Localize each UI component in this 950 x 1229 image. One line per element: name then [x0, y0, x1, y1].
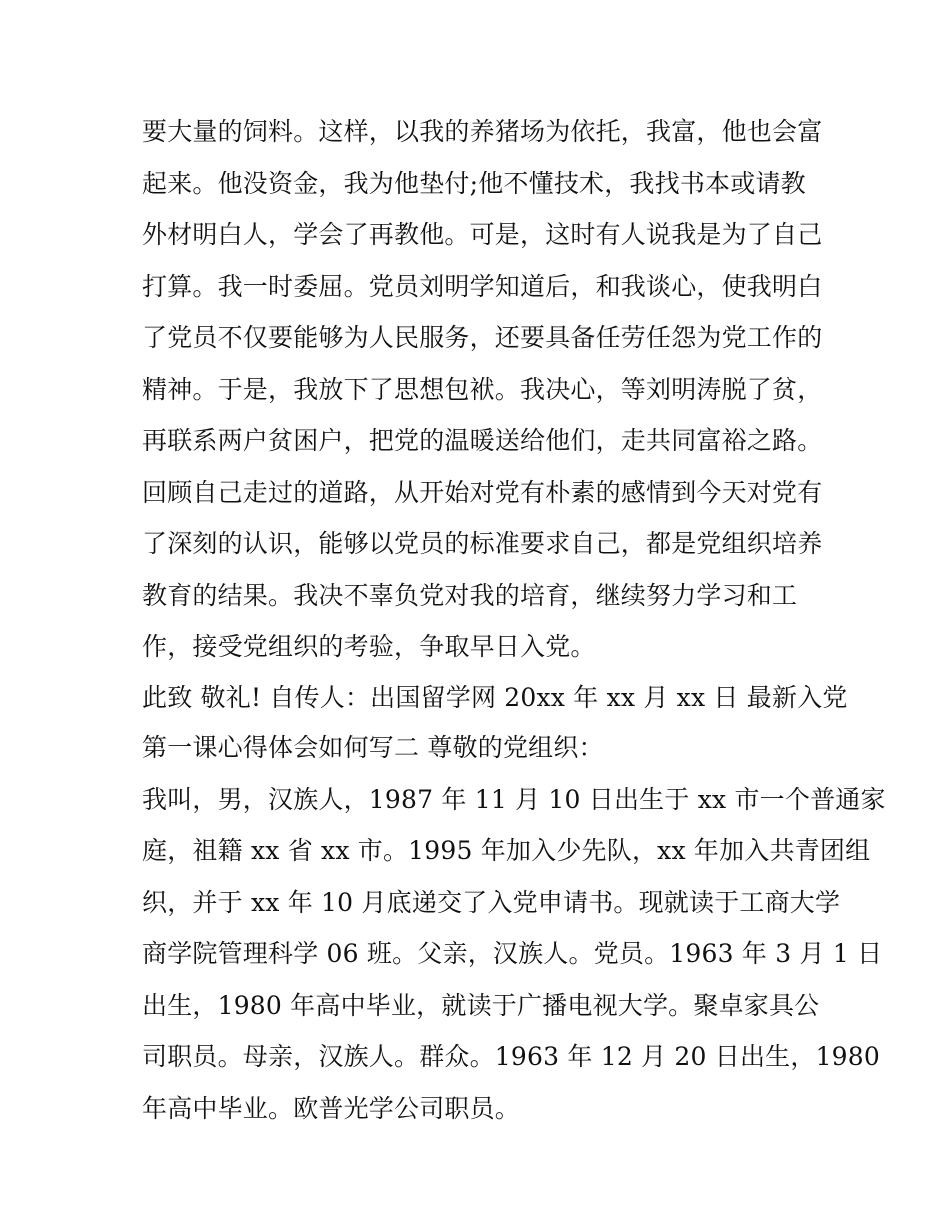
text-line: 商学院管理科学 06 班。父亲，汉族人。党员。1963 年 3 月 1 日: [142, 939, 883, 968]
text-line: 要大量的饲料。这样，以我的养猪场为依托，我富，他也会富: [142, 117, 823, 146]
text-line: 再联系两户贫困户，把党的温暖送给他们，走共同富裕之路。: [142, 426, 823, 455]
text-line: 打算。我一时委屈。党员刘明学知道后，和我谈心，使我明白: [142, 271, 823, 301]
text-line: 了深刻的认识，能够以党员的标准要求自己，都是党组织培养: [142, 529, 823, 558]
text-line: 织，并于 xx 年 10 月底递交了入党申请书。现就读于工商大学: [142, 887, 841, 917]
text-line: 年高中毕业。欧普光学公司职员。: [142, 1093, 521, 1123]
document-body: [142, 106, 886, 1134]
text-line: 第一课心得体会如何写二 尊敬的党组织：: [142, 733, 604, 762]
text-line: 庭，祖籍 xx 省 xx 市。1995 年加入少先队，xx 年加入共青团组: [142, 836, 871, 865]
text-line: 起来。他没资金，我为他垫付;他不懂技术，我找书本或请教: [142, 168, 806, 198]
text-line: 回顾自己走过的道路，从开始对党有朴素的感情到今天对党有: [142, 477, 823, 507]
text-line: 教育的结果。我决不辜负党对我的培育，继续努力学习和工: [142, 580, 798, 610]
text-line: 司职员。母亲，汉族人。群众。1963 年 12 月 20 日出生，1980: [142, 1042, 881, 1071]
text-line: 外材明白人，学会了再教他。可是，这时有人说我是为了自己: [142, 220, 823, 249]
text-line: 此致 敬礼! 自传人：出国留学网 20xx 年 xx 月 xx 日 最新入党: [142, 682, 848, 712]
text-line: 精神。于是，我放下了思想包袱。我决心，等刘明涛脱了贫，: [142, 374, 823, 404]
text-line: 出生，1980 年高中毕业，就读于广播电视大学。聚卓家具公: [142, 990, 820, 1020]
text-line: 作，接受党组织的考验，争取早日入党。: [142, 632, 596, 661]
text-line: 我叫，男，汉族人，1987 年 11 月 10 日出生于 xx 市一个普通家: [142, 784, 886, 814]
text-line: 了党员不仅要能够为人民服务，还要具备任劳任怨为党工作的: [142, 323, 823, 352]
